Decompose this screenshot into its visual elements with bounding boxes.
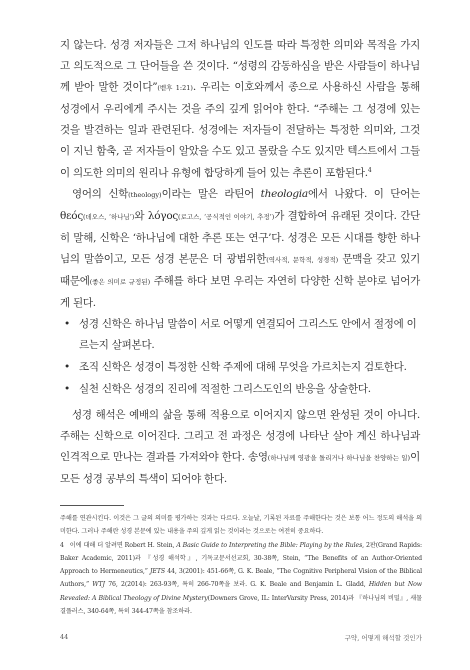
- list-item: • 성경 신학은 하나님 말씀이 서로 어떻게 연결되어 그리스도 안에서 절정에 이르는지 살펴본다.: [64, 318, 417, 351]
- paragraph-3: 성경 해석은 예배의 삶을 통해 적용으로 이어지지 않으면 완성된 것이 아니다. 주해는 신학으로 이어진다. 그리고 전 과정은 성경에 나타난 살아 계신 하나님과 인격적으로 만나는 결과를 가져와야 한다. 송영(하나님께 영광을 돌리거나 하나님을 찬양하는 일)이 모든 성경 공부의 특색이 되어야 한다.: [60, 409, 420, 485]
- page-number: 44: [60, 633, 69, 641]
- list-item: • 실천 신학은 성경의 진리에 적절한 그리스도인의 반응을 상술한다.: [64, 382, 371, 395]
- paragraph-1: 지 않는다. 성경 저자들은 그저 하나님의 인도를 따라 특정한 의미와 목적을 가지고 의도적으로 그 단어들을 쓴 것이다. “성령의 감동하심을 받은 사람들이 하나님께 받아 말한 것이다”(벧후 1:21). 우리는 이호와께서 종으로 사용하신 사람을 통해 성경에서 우리에게 주시는 것을 주의 깊게 읽어야 한다. “주해는 그 성경에 있는 것을 발견하는 일과 관련된다. 성경에는 저자들이 전달하는 특정한 의미와, 그것이 지닌 함축, 곧 저자들이 알았을 수도 있고 몰랐을 수도 있지만 텍스트에서 그들이 의도한 의미의 원리나 유형에 합당하게 들어 있는 추론이 포함된다.$^4$: [60, 39, 420, 180]
- footnote-divider: [60, 505, 124, 506]
- list-item: • 조직 신학은 성경이 특정한 신학 주제에 대해 무엇을 가르치는지 검토한다.: [64, 360, 407, 373]
- footnote-ref-4[interactable]: 4: [367, 167, 372, 175]
- footnote-continued: 주해를 연관시킨다. 이것은 그 글의 의미를 평가하는 것과는 다르다. 오늘날, 기록된 자료를 주해한다는 것은 보통 어느 정도의 해석을 의미한다. 그러나 주해란 성경 본문에 있는 내용을 주의 깊게 읽는 것이라는 것으로는 여전히 중요하다.: [60, 515, 422, 536]
- paragraph-closing: [60, 405, 420, 490]
- paragraph-2: 영어의 신학(theology)이라는 말은 라틴어 theologia에서 나왔다. 이 단어는 θεός(데오스, ‘하나님’)와 λόγος(로고스, ‘공식적인 이야기, 추정’)가 결합하여 유래된 것이다. 간단히 말해, 신학은 ‘하나님에 대한 추론 또는 연구’다. 성경은 모든 시대를 향한 하나님의 말씀이고, 모든 성경 본문은 더 광범위한(역사적, 문학적, 성경적) 문맥을 갖고 있기 때문에(좋은 의미로 규정된) 주해를 하다 보면 우리는 자연히 다양한 신학 분야로 넘어가게 된다.: [60, 188, 421, 309]
- theology-bullet-list: [62, 314, 418, 401]
- paragraph-exegesis: [60, 35, 420, 314]
- footnotes: [60, 512, 422, 618]
- footnote-4: 4 이에 대해 더 알려면 Robert H. Stein, A Basic Guide to Interpreting the Bible: Playing by the Rules, 2판(Grand Rapids: Baker Academic, 2011)과 『성경 해석학』, 기독교문서선교회, 30-38쪽, Stein, “The Benefits of an Author-Oriented Approach to Hermeneutics,” JETS 44, 3(2001): 451-66쪽, G. K. Beale, “The Cognitive Peripheral Vision of the Biblical Authors,” WTJ 76, 2(2014): 263-93쪽, 특히 266-70쪽을 보라. G. K. Beale and Benjamin L. Gladd, Hidden but Now Revealed: A Biblical Theology of Divine Mystery(Downers Grove, IL: InterVarsity Press, 2014)과 『하나님의 비밀』, 새물결플러스, 340-64쪽, 특히 344-47쪽을 참조하라.: [60, 541, 422, 616]
- running-head: 구약, 어떻게 해석할 것인가: [344, 634, 422, 642]
